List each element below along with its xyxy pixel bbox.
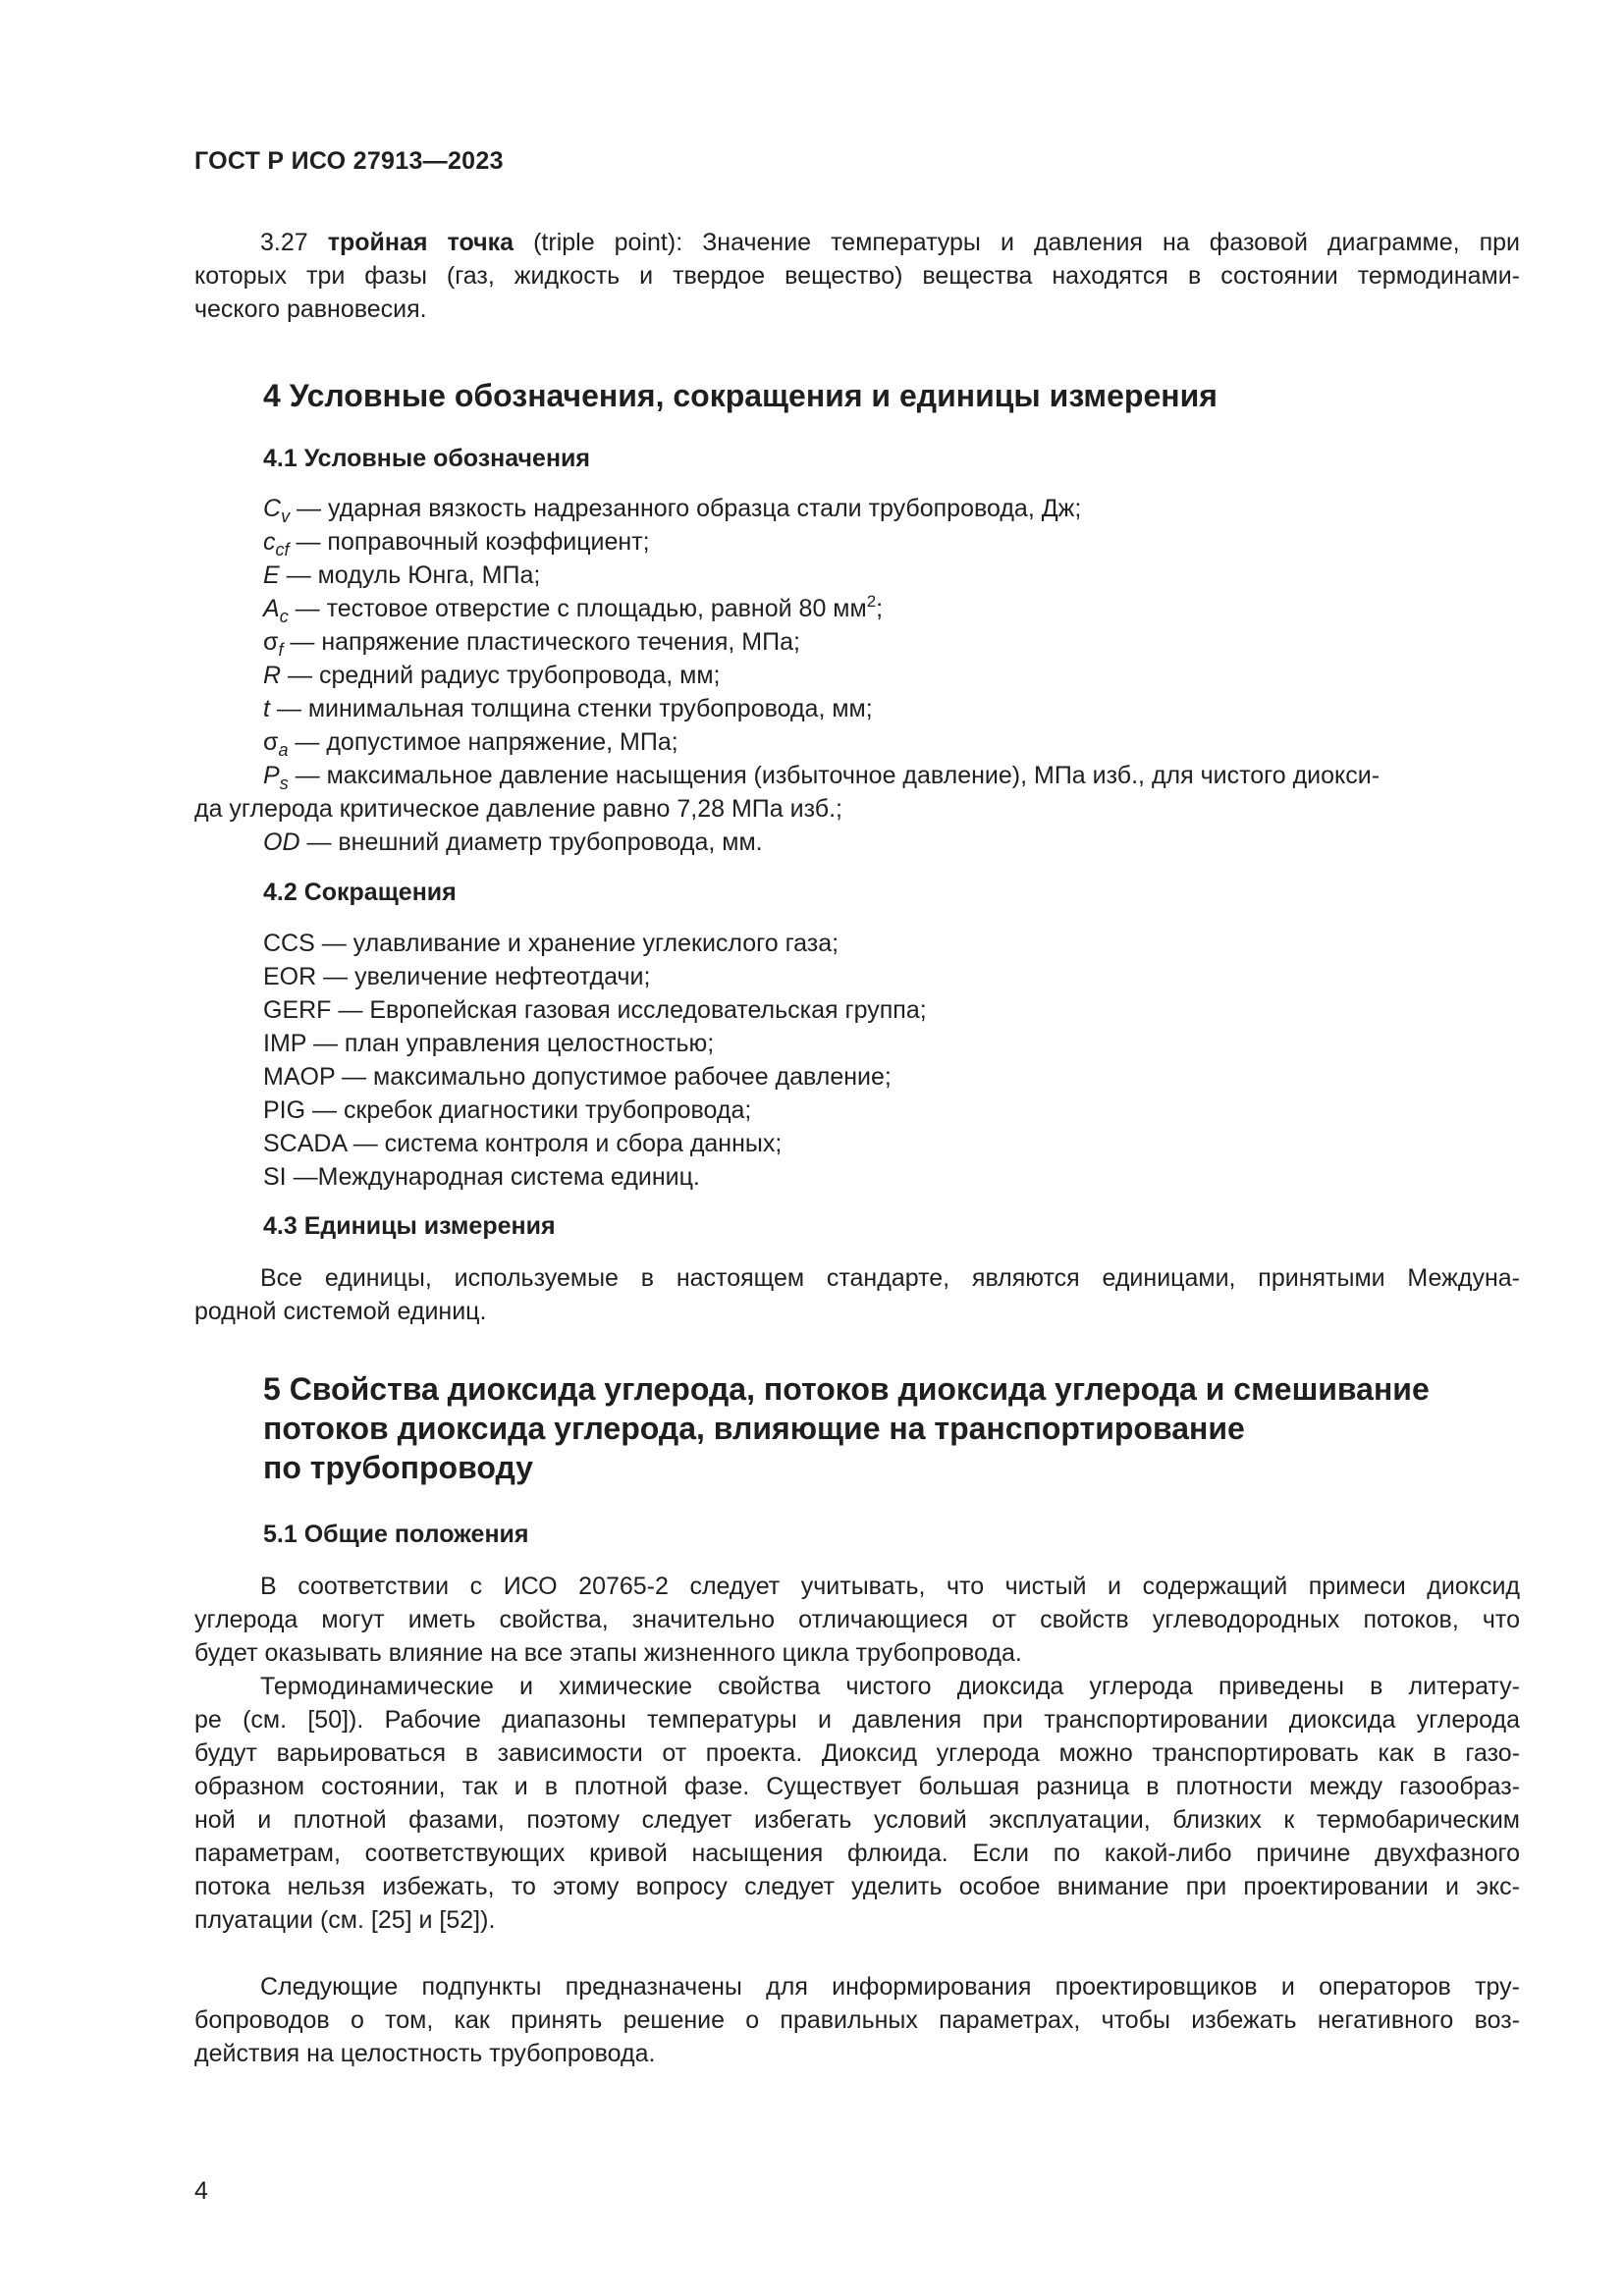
section-5-heading: 5 Свойства диоксида углерода, потоков диоксида углерода и смешивание потоков диоксида углерода, влияющие на транспортирование по трубопроводу [263,1371,1430,1485]
section-4-3-heading: 4.3 Единицы измерения [263,1212,556,1240]
abbreviation-item: GERF — Европейская газовая исследовательская группа; [263,996,927,1024]
symbol-item: E — модуль Юнга, МПа; [263,561,541,589]
symbol-item: OD — внешний диаметр трубопровода, мм. [263,828,763,856]
document-header: ГОСТ Р ИСО 27913—2023 [194,147,504,175]
symbol-item: $C_v$ — ударная вязкость надрезанного образца стали трубопровода, Дж; [263,495,1082,526]
section-4-1-heading: 4.1 Условные обозначения [263,445,591,472]
symbol-item: $\sigma_f$ — напряжение пластического течения, МПа; [263,628,800,660]
abbreviation-item: PIG — скребок диагностики трубопровода; [263,1096,752,1124]
symbol-item: $P_s$ — максимальное давление насыщения (избыточное давление), МПа изб., для чистого диокси- [263,762,1380,793]
definition-number: 3.27 [260,229,308,256]
units-paragraph: Все единицы, используемые в настоящем стандарте, являются единицами, принятыми Междуна- родной системой единиц. [194,1264,1520,1325]
symbol-item-continuation: да углерода критическое давление равно 7,28 МПа изб.; [194,795,842,823]
symbol-item: $A_c$ — тестовое отверстие с площадью, равной 80 $мм^2$; [263,592,884,626]
abbreviation-item: MAOP — максимально допустимое рабочее давление; [263,1063,892,1091]
definition-3-27 [194,226,1520,326]
definition-term-en: (triple point): [533,229,683,256]
paragraph-5-1-1: В соответствии с ИСО 20765-2 следует учитывать, что чистый и содержащий примеси диоксид углерода могут иметь свойства, значительно отличающиеся от свойств углеводородных потоков, что будет оказывать влияние на все этапы жизненного цикла трубопровода. [194,1573,1520,1667]
definition-line: ческого равновесия. [194,295,427,323]
section-5-1-heading: 5.1 Общие положения [263,1521,529,1548]
symbols-list [263,492,1520,792]
document-page [194,0,1520,2296]
symbol-item: $c_{cf}$ — поправочный коэффициент; [263,528,650,560]
abbreviation-item: SCADA — система контроля и сбора данных; [263,1130,783,1157]
symbol-item: $\sigma_a$ — допустимое напряжение, МПа; [263,728,678,760]
page-number: 4 [194,2177,208,2205]
symbol-item: t — минимальная толщина стенки трубопровода, мм; [263,695,873,722]
definition-line: которых три фазы (газ, жидкость и твердое вещество) вещества находятся в состоянии термодинами- [194,262,1520,290]
abbreviations-list [263,927,1520,1194]
paragraph-5-1-3: Следующие подпункты предназначены для информирования проектировщиков и операторов тру- бопроводов о том, как принять решение о правильных параметрах, чтобы избежать негативного воз- действия на целостность трубопровода. [194,1973,1520,2067]
abbreviation-item: IMP — план управления целостностью; [263,1030,715,1057]
definition-term: тройная точка [327,229,514,256]
paragraph-5-1-2: Термодинамические и химические свойства чистого диоксида углерода приведены в литерату- ре (см. [50]). Рабочие диапазоны температуры и давления при транспортировании диоксида углерода будут варьироваться в зависимости от проекта. Диоксид углерода можно транспортировать как в газо- образном состоянии, так и в плотной фазе. Существует большая разница в плотности между газообраз- ной и плотной фазами, поэтому следует избегать условий эксплуатации, близких к термобарическим параметрам, соответствующих кривой насыщения флюида. Если по какой-либо причине двухфазного потока нельзя избежать, то этому вопросу следует уделить особое внимание при проектировании и экс- плуатации (см. [25] и [52]). [194,1673,1520,1934]
symbols-list-tail [263,826,1520,859]
abbreviation-item: EOR — увеличение нефтеотдачи; [263,963,651,990]
symbol-item: R — средний радиус трубопровода, мм; [263,662,721,689]
section-4-2-heading: 4.2 Сокращения [263,879,457,906]
definition-text: Значение температуры и давления на фазовой диаграмме, при [702,229,1521,256]
abbreviation-item: SI —Международная система единиц. [263,1163,700,1191]
abbreviation-item: CCS — улавливание и хранение углекислого газа; [263,930,839,957]
section-4-heading: 4 Условные обозначения, сокращения и единицы измерения [263,378,1218,413]
